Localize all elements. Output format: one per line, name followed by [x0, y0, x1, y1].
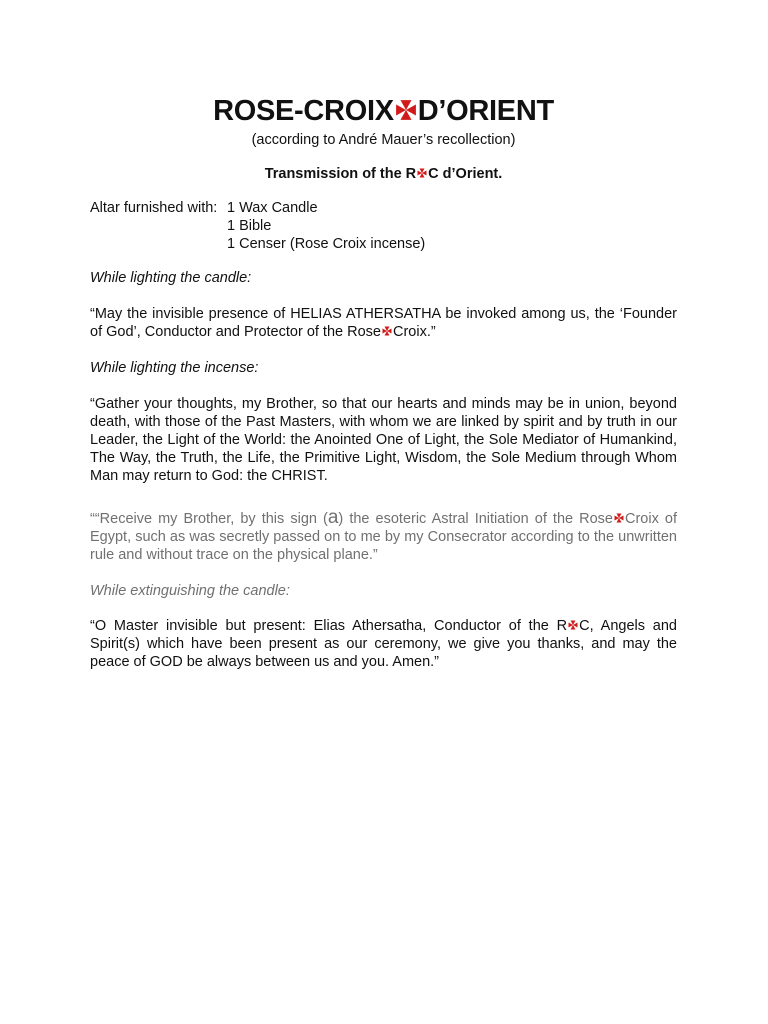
altar-item: 1 Wax Candle [227, 200, 318, 216]
initiation-text-end: Croix of Egypt, such as was secretly passed on to me by my Consecrator according to the unwritten rule and without trace on the physical plane.” [90, 511, 677, 563]
invocation-text: “May the invisible presence of HELIAS ATHERSATHA be invoked among us, the ‘Founder of God’, Conductor and Protector of the Rose [90, 306, 677, 340]
altar-item: 1 Bible [227, 218, 272, 234]
section-title-incense: While lighting the incense: [90, 360, 259, 376]
altar-label: Altar furnished with: [90, 200, 218, 216]
section-title-candle: While lighting the candle: [90, 270, 252, 286]
initiation-paragraph [90, 509, 677, 564]
closing-text: “O Master invisible but present: Elias Athersatha, Conductor of the R [90, 618, 568, 634]
sign-glyph: a [327, 507, 339, 528]
document-title [90, 94, 677, 128]
rose-cross-icon [614, 513, 624, 523]
heading-part1: Transmission of the R [264, 166, 417, 182]
document-subtitle: (according to André Mauer’s recollection) [251, 132, 516, 148]
invocation-text-end: Croix.” [392, 324, 436, 340]
initiation-text-mid: ) the esoteric Astral Initiation of the Rose [338, 511, 613, 527]
rose-cross-icon [382, 326, 392, 336]
closing-text-end: C, Angels and Spirit(s) which have been present as our ceremony, we give you thanks, and may the peace of GOD be always between us and you. Amen.” [90, 618, 677, 670]
invocation-paragraph [90, 305, 677, 341]
title-part1: ROSE-CROIX [213, 95, 394, 127]
section-title-extinguish: While extinguishing the candle: [90, 583, 290, 599]
incense-paragraph: “Gather your thoughts, my Brother, so that our hearts and minds may be in union, beyond death, with those of the Past Masters, with whom we are linked by spirit and by truth in our Leader, the Light of the World: the Anointed One of Light, the Sole Mediator of Humankind, The Way, the Truth, the Life, the Primitive Light, Wisdom, the Sole Medium through Whom Man may return to God: the CHRIST. [90, 396, 677, 484]
rose-cross-icon [417, 168, 427, 178]
section-heading [90, 165, 677, 183]
rose-cross-icon [568, 620, 578, 630]
altar-list [90, 199, 425, 253]
title-part2: D’ORIENT [417, 95, 554, 127]
rose-cross-icon [395, 99, 417, 121]
initiation-text: ““Receive my Brother, by this sign ( [90, 511, 328, 527]
closing-paragraph [90, 617, 677, 671]
altar-item: 1 Censer (Rose Croix incense) [227, 236, 426, 252]
heading-part2: C d’Orient. [428, 166, 503, 182]
